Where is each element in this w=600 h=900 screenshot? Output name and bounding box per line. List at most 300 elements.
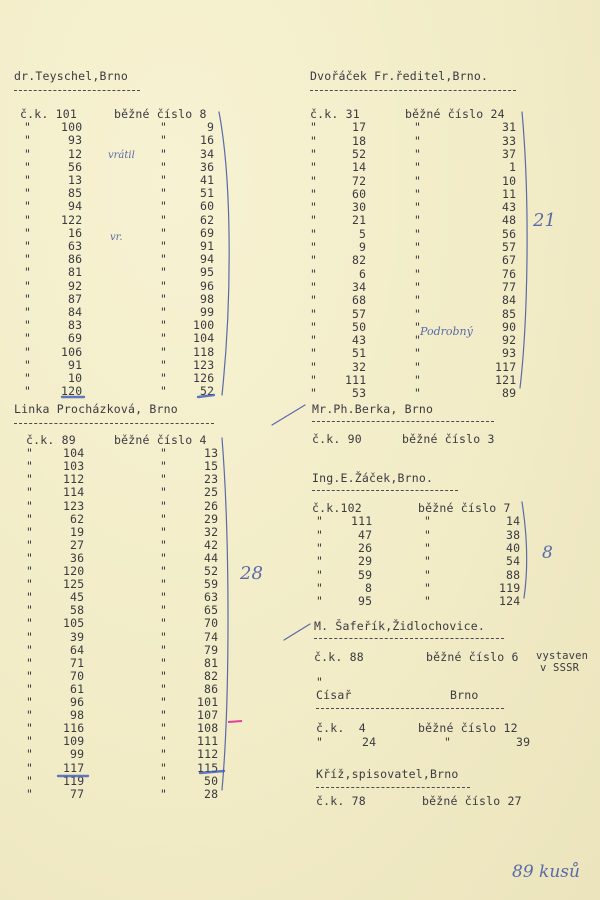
ditto-mark: ": [160, 459, 168, 474]
ditto-mark: ": [424, 514, 432, 529]
row-bc: 60: [200, 199, 215, 214]
row-ck: 12: [68, 146, 83, 161]
right-s6-bc: běžné číslo 27: [422, 794, 522, 808]
handwritten-note: Podrobný: [420, 325, 473, 338]
ditto-mark: ": [310, 306, 318, 321]
row-bc: 77: [502, 279, 517, 294]
row-ck: 83: [68, 318, 83, 333]
ditto-mark: ": [26, 655, 34, 670]
row-bc: 54: [506, 554, 521, 569]
row-ck: 18: [352, 133, 367, 148]
ditto-mark: ": [160, 146, 168, 161]
row-ck: 111: [345, 373, 367, 387]
row-ck: 123: [63, 498, 85, 513]
row-bc: 100: [193, 318, 215, 333]
row-ck: 68: [352, 293, 367, 308]
row-bc: 121: [495, 373, 517, 387]
ditto-mark: ": [414, 160, 422, 175]
ditto-mark: ": [160, 760, 168, 775]
ditto-mark: ": [310, 186, 318, 201]
ditto-mark: ": [310, 253, 318, 268]
ditto-mark: ": [24, 186, 32, 201]
ditto-mark: ": [160, 265, 168, 280]
right-s4-bc: běžné číslo 6: [426, 650, 519, 664]
row-bc: 57: [502, 240, 517, 254]
ditto-mark: ": [414, 213, 422, 228]
ditto-mark: ": [160, 524, 168, 539]
row-ck: 50: [352, 319, 367, 334]
ditto-mark: ": [414, 346, 422, 361]
ditto-mark: ": [160, 212, 168, 227]
row-bc: 112: [197, 747, 219, 762]
row-ck: 26: [358, 540, 373, 555]
ditto-mark: ": [160, 446, 168, 461]
ditto-mark: ": [160, 384, 168, 399]
handwritten-note: vrátil: [108, 150, 135, 161]
ditto-mark: ": [24, 318, 32, 333]
ditto-mark: ": [24, 120, 32, 135]
row-bc: běžné číslo 4: [114, 433, 207, 447]
row-ck: 6: [359, 266, 367, 281]
ditto-mark: ": [444, 735, 452, 749]
row-bc: 107: [197, 708, 219, 723]
row-bc: 118: [193, 344, 215, 359]
right-s5-header: Císař: [316, 688, 352, 702]
row-ck: 82: [352, 253, 367, 268]
ditto-mark: ": [26, 603, 34, 618]
row-bc: 70: [204, 616, 219, 631]
ditto-mark: ": [24, 239, 32, 253]
row-bc: 28: [204, 786, 219, 801]
ditto-mark: ": [26, 498, 34, 513]
row-ck: 92: [68, 278, 83, 293]
ditto-mark: ": [26, 537, 34, 552]
row-bc: 23: [204, 472, 219, 487]
ditto-mark: ": [414, 333, 422, 348]
ditto-mark: ": [310, 213, 318, 228]
row-bc: 91: [200, 239, 215, 253]
ditto-mark: ": [414, 266, 422, 281]
ditto-mark: ": [310, 293, 318, 308]
row-bc: 36: [200, 159, 215, 174]
row-bc: 99: [200, 305, 215, 319]
row-ck: 10: [68, 371, 83, 385]
row-bc: 101: [197, 695, 219, 709]
row-bc: 95: [200, 265, 215, 280]
row-ck: 112: [63, 472, 85, 487]
row-bc: 48: [502, 213, 517, 228]
row-ck: 57: [352, 306, 367, 321]
row-bc: 74: [204, 629, 219, 644]
row-ck: 125: [63, 577, 85, 592]
row-bc: 56: [502, 226, 517, 241]
ditto-mark: ": [310, 240, 318, 254]
ditto-mark: ": [414, 279, 422, 294]
row-ck: 98: [70, 708, 85, 723]
ditto-mark: ": [414, 253, 422, 268]
ditto-mark: ": [26, 721, 34, 736]
ditto-mark: ": [160, 590, 168, 605]
row-bc: 40: [506, 540, 521, 555]
row-ck: 77: [70, 786, 85, 801]
row-ck: 59: [358, 567, 373, 582]
ditto-mark: ": [160, 371, 168, 385]
ditto-mark: ": [26, 668, 34, 683]
row-ck: 34: [352, 279, 367, 294]
row-bc: 86: [204, 681, 219, 696]
row-bc: 52: [204, 564, 219, 578]
row-ck: 9: [359, 240, 367, 254]
row-ck: 56: [68, 159, 83, 174]
ditto-mark: ": [414, 240, 422, 254]
row-bc: běžné číslo 8: [114, 107, 207, 121]
ditto-mark: ": [160, 747, 168, 762]
row-bc: 94: [200, 252, 215, 267]
ditto-mark: ": [414, 386, 422, 401]
ditto-mark: ": [310, 279, 318, 294]
row-bc: 119: [499, 580, 521, 595]
ditto-mark: ": [160, 331, 168, 346]
row-bc: 67: [502, 253, 517, 268]
right-s2-header: Mr.Ph.Berka, Brno: [312, 402, 434, 416]
ditto-mark: ": [160, 721, 168, 736]
row-bc: 117: [495, 359, 517, 374]
ditto-mark: ": [24, 133, 32, 148]
ditto-mark: ": [24, 331, 32, 346]
ditto-mark: ": [26, 747, 34, 762]
ditto-mark: ": [160, 291, 168, 306]
ditto-mark: ": [160, 472, 168, 487]
ditto-mark: ": [160, 318, 168, 333]
row-bc: 16: [200, 133, 215, 148]
row-bc: běžné číslo 12: [418, 721, 518, 735]
row-ck: 61: [70, 681, 85, 696]
row-bc: 52: [200, 384, 215, 399]
row-ck: 119: [63, 773, 85, 788]
ditto-mark: ": [160, 642, 168, 657]
row-ck: č.k. 31: [310, 107, 360, 121]
row-ck: 43: [352, 333, 367, 348]
ditto-mark: ": [26, 708, 34, 723]
row-ck: 8: [365, 580, 373, 595]
row-bc: 51: [200, 186, 215, 201]
row-ck: 105: [63, 616, 85, 631]
ditto-mark: ": [160, 629, 168, 644]
ditto-mark: ": [160, 225, 168, 240]
ditto-mark: ": [160, 239, 168, 253]
row-bc: 41: [200, 173, 215, 187]
ditto-mark: ": [310, 133, 318, 148]
row-ck: 21: [352, 213, 367, 228]
row-bc: 62: [200, 212, 215, 227]
ditto-mark: ": [160, 511, 168, 526]
ditto-mark: ": [26, 550, 34, 565]
row-ck: 29: [358, 554, 373, 569]
ditto-mark: ": [160, 564, 168, 578]
row-bc: 123: [193, 357, 215, 372]
row-bc: 69: [200, 225, 215, 240]
row-bc: 115: [197, 760, 219, 775]
ditto-mark: ": [24, 159, 32, 174]
ditto-mark: ": [160, 305, 168, 319]
ditto-mark: ": [160, 159, 168, 174]
row-bc: 32: [204, 524, 219, 539]
row-bc: 63: [204, 590, 219, 605]
row-ck: 14: [352, 160, 367, 175]
ditto-mark: ": [414, 373, 422, 387]
ditto-mark: ": [26, 511, 34, 526]
row-ck: 114: [63, 485, 85, 500]
handwritten-note: vr.: [110, 232, 123, 243]
row-ck: 19: [70, 524, 85, 539]
row-bc: 124: [499, 594, 521, 609]
ditto-mark: ": [160, 695, 168, 709]
row-bc: 108: [197, 721, 219, 736]
ditto-mark: ": [414, 359, 422, 374]
ditto-mark: ": [24, 252, 32, 267]
row-bc: 84: [502, 293, 517, 308]
row-ck: 36: [70, 550, 85, 565]
row-ck: 5: [359, 226, 367, 241]
ditto-mark: ": [310, 373, 318, 387]
ditto-mark: ": [24, 371, 32, 385]
ditto-mark: ": [424, 594, 432, 609]
ditto-mark: ": [26, 629, 34, 644]
row-ck: 116: [63, 721, 85, 736]
row-bc: 89: [502, 386, 517, 401]
ditto-mark: ": [26, 577, 34, 592]
ditto-mark: ": [26, 681, 34, 696]
ditto-mark: ": [160, 537, 168, 552]
ditto-mark: ": [160, 708, 168, 723]
ditto-mark: ": [414, 200, 422, 215]
row-ck: 58: [70, 603, 85, 618]
ditto-mark: ": [424, 554, 432, 569]
handwritten-note: 89 kusů: [512, 862, 580, 882]
ditto-mark: ": [310, 226, 318, 241]
row-ck: 70: [70, 668, 85, 683]
ditto-mark: ": [160, 186, 168, 201]
ditto-mark: ": [316, 594, 324, 609]
row-ck: 62: [70, 511, 85, 526]
row-bc: 9: [207, 120, 215, 135]
row-ck: 106: [61, 344, 83, 359]
ditto-mark: ": [160, 773, 168, 788]
row-bc: 31: [502, 120, 517, 135]
ditto-mark: ": [160, 655, 168, 670]
row-ck: 27: [70, 537, 85, 552]
ditto-mark: ": [316, 527, 324, 542]
ditto-mark: ": [414, 120, 422, 135]
row-bc: 50: [204, 773, 219, 788]
right-s4-ck: č.k. 88: [314, 650, 364, 664]
row-ck: 24: [362, 735, 377, 749]
handwritten-note: 28: [240, 563, 263, 584]
row-ck: 91: [68, 357, 83, 372]
row-ck: 32: [352, 359, 367, 374]
row-bc: 76: [502, 266, 517, 281]
row-bc: 104: [193, 331, 215, 346]
row-bc: 42: [204, 537, 219, 552]
row-ck: 53: [352, 386, 367, 401]
ditto-mark: ": [316, 514, 324, 529]
row-ck: 117: [63, 760, 85, 775]
row-bc: 111: [197, 734, 219, 749]
ditto-mark: ": [24, 384, 32, 399]
row-ck: 39: [70, 629, 85, 644]
row-ck: 51: [352, 346, 367, 361]
ditto-mark: ": [24, 265, 32, 280]
row-ck: 17: [352, 120, 367, 135]
ditto-mark: ": [160, 498, 168, 513]
row-bc: 81: [204, 655, 219, 670]
right-s4-header: M. Šafeřík,Židlochovice.: [314, 619, 485, 633]
row-ck: 104: [63, 446, 85, 461]
row-ck: č.k. 89: [26, 433, 76, 447]
row-bc: 92: [502, 333, 517, 348]
ditto-mark: ": [26, 642, 34, 657]
row-ck: 93: [68, 133, 83, 148]
row-bc: 43: [502, 200, 517, 215]
row-bc: 26: [204, 498, 219, 513]
row-bc: 38: [506, 527, 521, 542]
left-s2-header: Linka Procházková, Brno: [14, 402, 178, 416]
right-s4-note2: v SSSR: [540, 662, 580, 674]
left-s1-header: dr.Teyschel,Brno: [14, 69, 128, 83]
ditto-mark: ": [26, 446, 34, 461]
ditto-mark: ": [310, 346, 318, 361]
ditto-mark: ": [26, 695, 34, 709]
ditto-mark: ": [160, 668, 168, 683]
ditto-mark: ": [310, 200, 318, 215]
ditto-mark: ": [26, 773, 34, 788]
row-ck: 85: [68, 186, 83, 201]
ditto-mark: ": [24, 146, 32, 161]
row-ck: 81: [68, 265, 83, 280]
row-bc: 1: [509, 160, 517, 175]
ditto-mark: ": [316, 675, 324, 689]
row-bc: 98: [200, 291, 215, 306]
row-ck: 47: [358, 527, 373, 542]
ditto-mark: ": [26, 616, 34, 631]
row-bc: 33: [502, 133, 517, 148]
row-ck: 84: [68, 305, 83, 319]
ditto-mark: ": [316, 735, 324, 749]
row-bc: 93: [502, 346, 517, 361]
ditto-mark: ": [424, 527, 432, 542]
ditto-mark: ": [316, 580, 324, 595]
ditto-mark: ": [26, 786, 34, 801]
ditto-mark: ": [24, 305, 32, 319]
ditto-mark: ": [414, 146, 422, 161]
ditto-mark: ": [160, 252, 168, 267]
row-ck: 30: [352, 200, 367, 215]
row-ck: 96: [70, 695, 85, 709]
right-s4-note1: vystaven: [536, 650, 589, 662]
row-ck: 69: [68, 331, 83, 346]
row-ck: č.k. 4: [316, 721, 366, 735]
ditto-mark: ": [160, 278, 168, 293]
row-ck: č.k. 101: [20, 107, 77, 121]
ditto-mark: ": [24, 225, 32, 240]
ditto-mark: ": [310, 333, 318, 348]
ditto-mark: ": [26, 564, 34, 578]
ditto-mark: ": [160, 173, 168, 187]
row-bc: 34: [200, 146, 215, 161]
ditto-mark: ": [414, 133, 422, 148]
ditto-mark: ": [316, 567, 324, 582]
row-bc: 29: [204, 511, 219, 526]
handwritten-note: 8: [542, 543, 553, 563]
right-s2-ck: č.k. 90: [312, 432, 362, 446]
row-ck: 120: [61, 384, 83, 399]
ditto-mark: ": [26, 459, 34, 474]
row-bc: 13: [204, 446, 219, 461]
ditto-mark: ": [26, 524, 34, 539]
ditto-mark: ": [26, 734, 34, 749]
row-ck: 71: [70, 655, 85, 670]
row-bc: 85: [502, 306, 517, 321]
ditto-mark: ": [316, 540, 324, 555]
row-bc: 10: [502, 173, 517, 188]
row-bc: 39: [516, 735, 531, 749]
row-ck: 103: [63, 459, 85, 474]
right-s5-header-city: Brno: [450, 688, 479, 702]
ditto-mark: ": [414, 186, 422, 201]
row-bc: 59: [204, 577, 219, 592]
row-bc: 126: [193, 371, 215, 385]
row-ck: 87: [68, 291, 83, 306]
ditto-mark: ": [310, 359, 318, 374]
ditto-mark: ": [310, 266, 318, 281]
ditto-mark: ": [160, 357, 168, 372]
row-bc: 79: [204, 642, 219, 657]
row-ck: 64: [70, 642, 85, 657]
row-bc: 96: [200, 278, 215, 293]
right-s2-bc: běžné číslo 3: [402, 432, 495, 446]
ditto-mark: ": [160, 616, 168, 631]
row-ck: 109: [63, 734, 85, 749]
ditto-mark: ": [24, 344, 32, 359]
row-ck: 86: [68, 252, 83, 267]
ditto-mark: ": [160, 199, 168, 214]
row-ck: 99: [70, 747, 85, 762]
ditto-mark: ": [310, 160, 318, 175]
ditto-mark: ": [414, 226, 422, 241]
ditto-mark: ": [310, 173, 318, 188]
ditto-mark: ": [160, 577, 168, 592]
right-s6-ck: č.k. 78: [316, 794, 366, 808]
row-ck: 52: [352, 146, 367, 161]
row-ck: 95: [358, 594, 373, 609]
ditto-mark: ": [310, 146, 318, 161]
ditto-mark: ": [310, 319, 318, 334]
row-ck: 16: [68, 225, 83, 240]
row-ck: 100: [61, 120, 83, 135]
ditto-mark: ": [414, 306, 422, 321]
ditto-mark: ": [24, 357, 32, 372]
ditto-mark: ": [160, 734, 168, 749]
ditto-mark: ": [316, 554, 324, 569]
ditto-mark: ": [160, 120, 168, 135]
ditto-mark: ": [160, 133, 168, 148]
ditto-mark: ": [424, 567, 432, 582]
row-ck: č.k.102: [312, 501, 362, 515]
handwritten-note: 21: [533, 210, 556, 231]
ditto-mark: ": [24, 291, 32, 306]
row-ck: 111: [351, 514, 373, 529]
row-bc: 88: [506, 567, 521, 582]
